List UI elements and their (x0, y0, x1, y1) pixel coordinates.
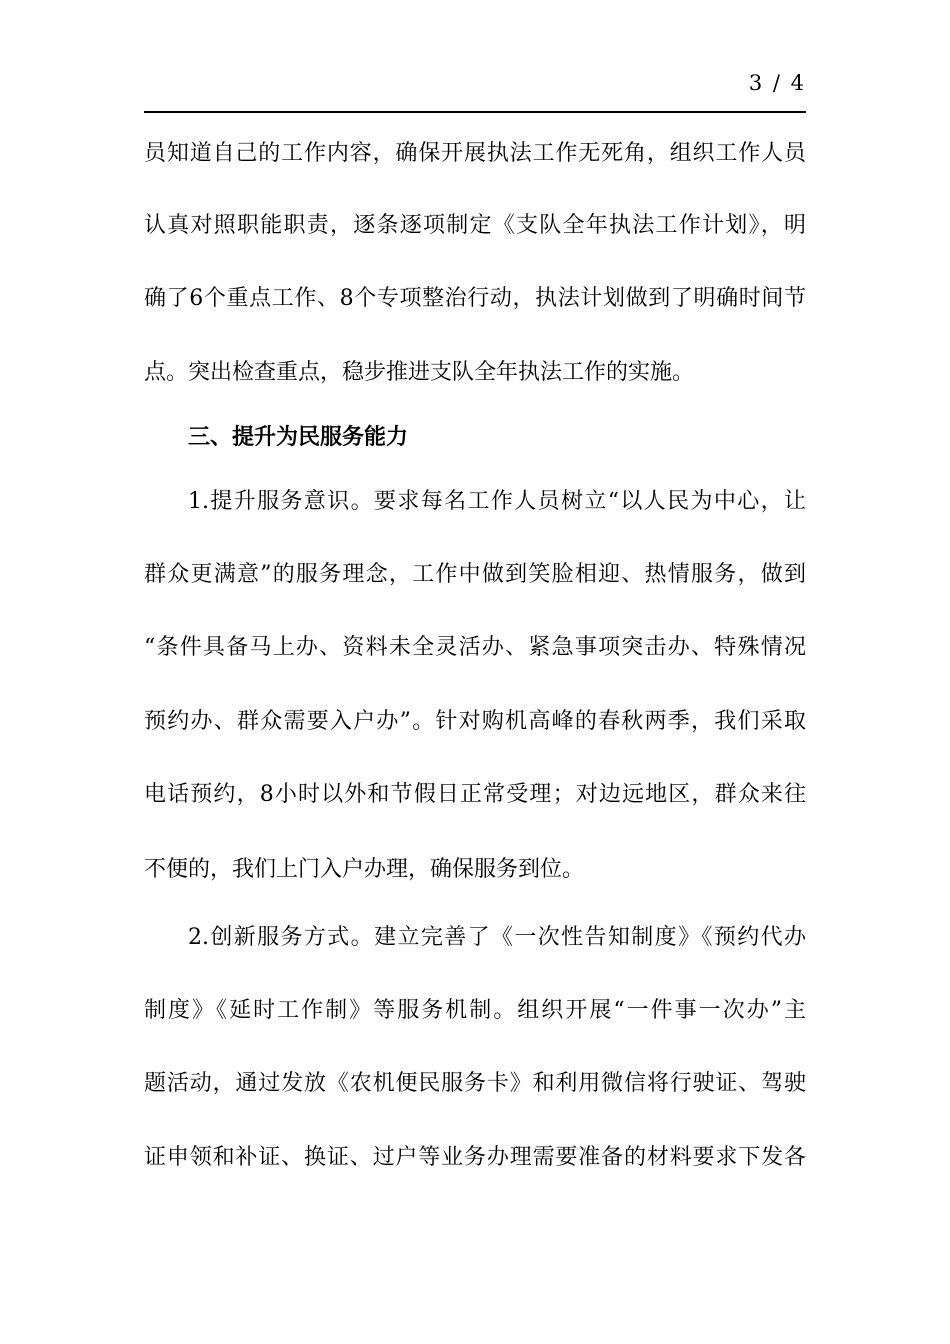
text-line: 电话预约，8小时以外和节假日正常受理；对边远地区，群众来往 (144, 782, 806, 807)
page-number: 3 / 4 (748, 71, 806, 95)
text-line: 认真对照职能职责，逐条逐项制定《支队全年执法工作计划》，明 (144, 213, 806, 238)
text-line: 1.提升服务意识。要求每名工作人员树立“以人民为中心，让 (188, 489, 806, 514)
text-line: 不便的，我们上门入户办理，确保服务到位。 (144, 857, 585, 882)
text-line: 点。突出检查重点，稳步推进支队全年执法工作的实施。 (144, 360, 695, 385)
text-line: 证申领和补证、换证、过户等业务办理需要准备的材料要求下发各 (144, 1145, 806, 1170)
header-rule (144, 111, 806, 113)
text-line: 员知道自己的工作内容，确保开展执法工作无死角，组织工作人员 (144, 141, 806, 166)
text-line: 确了6个重点工作、8个专项整治行动，执法计划做到了明确时间节 (144, 286, 806, 311)
text-line: “条件具备马上办、资料未全灵活办、紧急事项突击办、特殊情况 (144, 635, 806, 660)
text-line: 群众更满意”的服务理念，工作中做到笑脸相迎、热情服务，做到 (144, 562, 806, 587)
section-heading: 三、提升为民服务能力 (188, 425, 409, 450)
text-line: 预约办、群众需要入户办”。针对购机高峰的春秋两季，我们采取 (144, 709, 806, 734)
text-line: 制度》《延时工作制》等服务机制。组织开展“一件事一次办”主 (144, 998, 806, 1023)
text-line: 2.创新服务方式。建立完善了《一次性告知制度》《预约代办 (188, 925, 806, 950)
text-line: 题活动，通过发放《农机便民服务卡》和利用微信将行驶证、驾驶 (144, 1071, 806, 1096)
